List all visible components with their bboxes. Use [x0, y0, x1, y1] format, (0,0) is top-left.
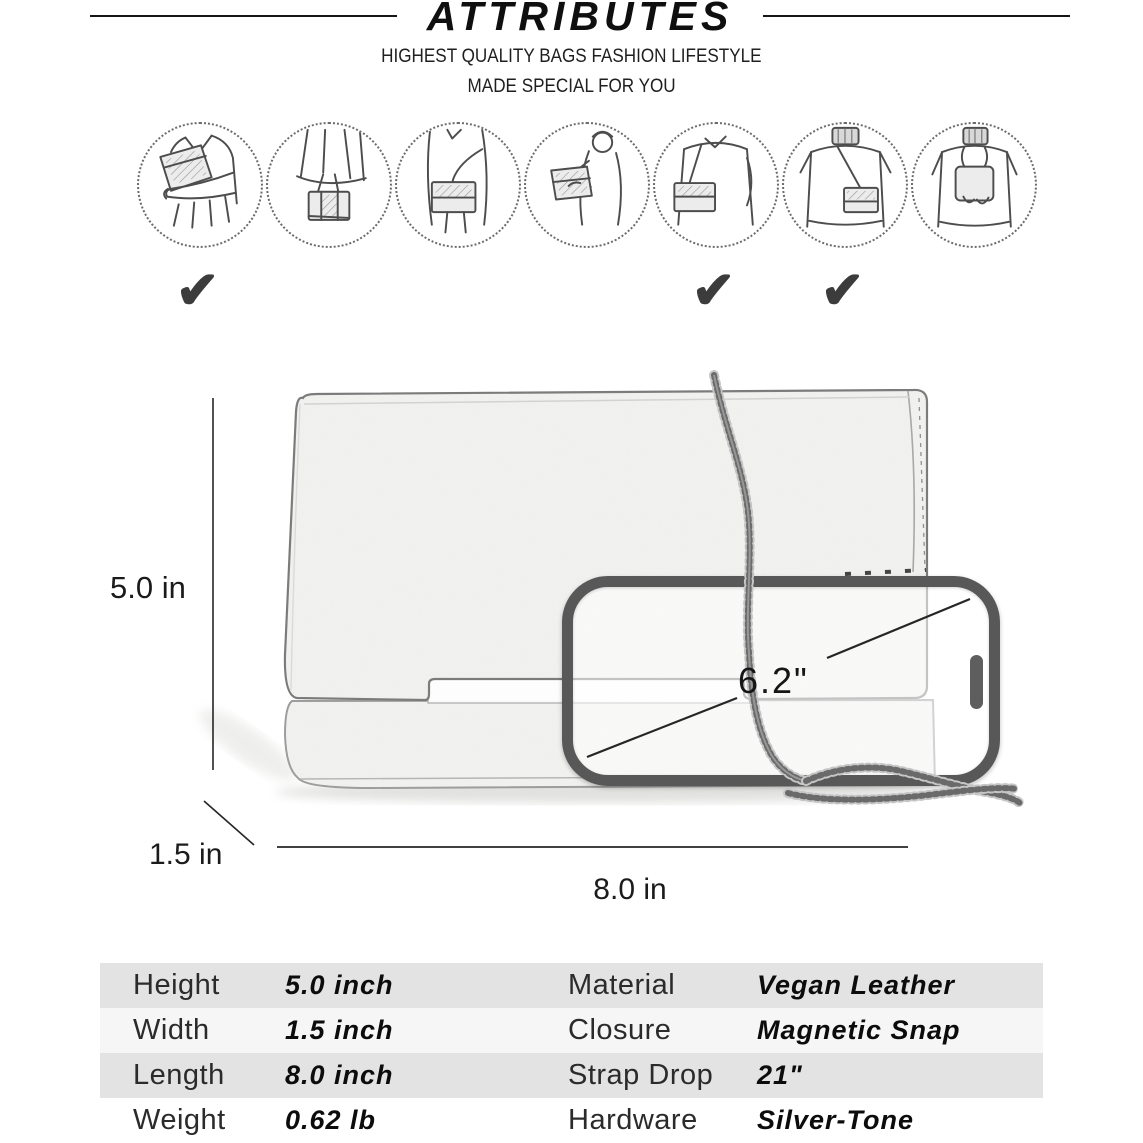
- spec-value: 1.5 inch: [285, 1015, 394, 1045]
- spec-value: Vegan Leather: [757, 970, 956, 1000]
- crossbody-back-icon: [784, 124, 906, 246]
- spec-label: Width: [133, 1014, 210, 1046]
- under-arm-side-icon: [526, 124, 648, 246]
- spec-value: 21": [757, 1060, 803, 1090]
- spec-label: Closure: [568, 1014, 672, 1046]
- checkmark-icon: ✔: [691, 262, 736, 320]
- spec-value: 8.0 inch: [285, 1060, 394, 1090]
- spec-table: [100, 963, 1043, 1143]
- spec-value: 5.0 inch: [285, 970, 394, 1000]
- subtitle-line2: MADE SPECIAL FOR YOU: [467, 76, 676, 97]
- spec-label: Hardware: [568, 1104, 698, 1136]
- phone-diagonal-label: 6.2": [738, 660, 809, 701]
- wear-style-circle-1: [137, 122, 263, 248]
- wear-style-circle-2: [266, 122, 392, 248]
- hand-carry-front-icon: [397, 124, 519, 246]
- checkmark-icon: ✔: [175, 262, 220, 320]
- page-title: ATTRIBUTES: [426, 0, 734, 39]
- spec-label: Weight: [133, 1104, 226, 1136]
- depth-dimension-label: 1.5 in: [149, 838, 223, 871]
- spec-label: Length: [133, 1059, 225, 1091]
- spec-row-width-closure: [100, 1008, 1043, 1053]
- spec-value: Magnetic Snap: [757, 1015, 961, 1045]
- wear-style-checks: [137, 262, 1040, 320]
- spec-row-height-material: [100, 963, 1043, 1008]
- spec-label: Height: [133, 969, 220, 1001]
- wear-style-circle-6: [782, 122, 908, 248]
- title-rule-left: [90, 15, 397, 17]
- spec-label: Strap Drop: [568, 1059, 714, 1091]
- spec-value: 0.62 lb: [285, 1105, 377, 1135]
- checkmark-icon: ✔: [820, 262, 865, 320]
- spec-row-weight-hardware: [100, 1098, 1043, 1143]
- clutch-under-arm-icon: [139, 124, 261, 246]
- length-dimension-label: 8.0 in: [593, 873, 667, 906]
- phone-side-button-icon: [970, 655, 983, 709]
- wear-style-circle-4: [524, 122, 650, 248]
- handheld-skirt-icon: [268, 124, 390, 246]
- spec-label: Material: [568, 969, 676, 1001]
- header: [90, 0, 1070, 39]
- back-carry-icon: [913, 124, 1035, 246]
- wear-style-circle-5: [653, 122, 779, 248]
- wear-style-circle-3: [395, 122, 521, 248]
- height-dimension-label: 5.0 in: [110, 570, 186, 605]
- spec-value: Silver-Tone: [757, 1105, 915, 1135]
- spec-row-length-strapdrop: [100, 1053, 1043, 1098]
- title-rule-right: [763, 15, 1070, 17]
- subtitle-line1: HIGHEST QUALITY BAGS FASHION LIFESTYLE: [381, 46, 762, 67]
- wear-style-circle-7: [911, 122, 1037, 248]
- wear-style-row: [137, 122, 1037, 248]
- shoulder-carry-icon: [655, 124, 777, 246]
